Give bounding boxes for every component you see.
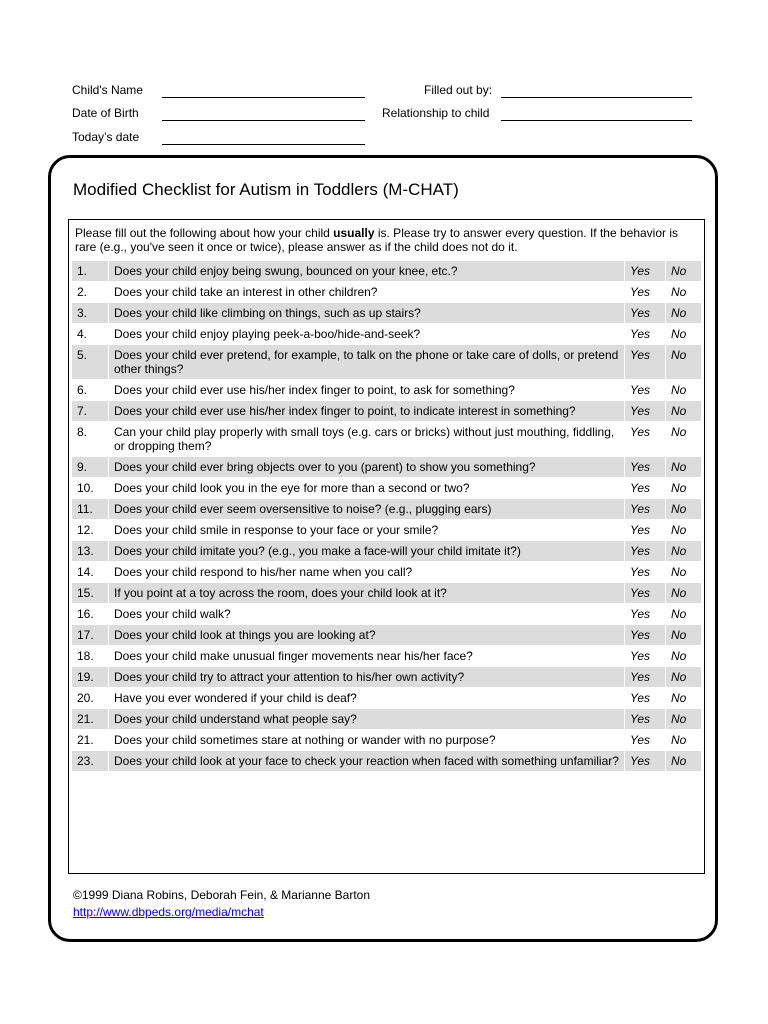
no-option[interactable]: No [671, 481, 687, 495]
question-number: 10. [77, 481, 94, 495]
question-text: Does your child look you in the eye for more than a second or two? [114, 481, 470, 495]
no-option[interactable]: No [666, 583, 701, 603]
no-option[interactable]: No [671, 649, 687, 663]
filled-out-by-label: Filled out by: [424, 83, 493, 97]
question-row [72, 751, 701, 771]
no-option[interactable]: No [671, 285, 687, 299]
yes-option[interactable]: Yes [625, 751, 665, 771]
no-option[interactable]: No [666, 457, 701, 477]
question-text: Does your child walk? [114, 607, 231, 621]
question-row [72, 520, 701, 540]
yes-option[interactable]: Yes [625, 457, 665, 477]
yes-option[interactable]: Yes [630, 425, 651, 439]
question-number: 21. [72, 709, 108, 729]
yes-option[interactable]: Yes [625, 583, 665, 603]
question-row [72, 261, 701, 281]
question-text: Does your child smile in response to your face or your smile? [114, 523, 439, 537]
yes-option[interactable]: Yes [625, 499, 665, 519]
question-number: 2. [77, 285, 88, 299]
question-row [72, 583, 701, 603]
question-number: 20. [77, 691, 94, 705]
question-number: 8. [77, 425, 88, 439]
yes-option[interactable]: Yes [630, 691, 651, 705]
no-option[interactable]: No [671, 327, 687, 341]
question-row [72, 324, 701, 344]
question-row [72, 401, 701, 421]
question-row [72, 303, 701, 323]
question-number: 1. [72, 261, 108, 281]
question-text: Does your child enjoy being swung, bounced on your knee, etc.? [109, 261, 624, 281]
question-text: Does your child understand what people say? [109, 709, 624, 729]
instructions: Please fill out the following about how your child usually is. Please try to answer every question. If the behavior is rare (e.g., you've seen it once or twice), please answer as if the child does not do it. [75, 226, 678, 254]
relationship-field[interactable] [501, 120, 692, 121]
childs-name-label: Child's Name [72, 83, 143, 97]
question-number: 18. [77, 649, 94, 663]
no-option[interactable]: No [666, 625, 701, 645]
question-text: Does your child take an interest in other children? [114, 285, 378, 299]
no-option[interactable]: No [666, 345, 701, 379]
question-text: Does your child ever use his/her index finger to point, to ask for something? [114, 383, 515, 397]
question-text: Does your child respond to his/her name when you call? [114, 565, 413, 579]
question-text: Can your child play properly with small toys (e.g. cars or bricks) without just mouthing, fiddling, or dropping them? [114, 425, 615, 453]
question-row [72, 730, 701, 750]
todays-date-field[interactable] [162, 144, 365, 145]
question-number: 17. [72, 625, 108, 645]
yes-option[interactable]: Yes [630, 481, 651, 495]
question-text: Does your child sometimes stare at nothing or wander with no purpose? [114, 733, 496, 747]
question-row [72, 709, 701, 729]
yes-option[interactable]: Yes [630, 565, 651, 579]
question-text: Does your child ever pretend, for example, to talk on the phone or take care of dolls, or pretend other things? [109, 345, 624, 379]
question-row [72, 688, 701, 708]
checklist-card [48, 155, 718, 942]
date-of-birth-label: Date of Birth [72, 106, 139, 120]
no-option[interactable]: No [666, 541, 701, 561]
yes-option[interactable]: Yes [630, 607, 651, 621]
question-row [72, 457, 701, 477]
question-number: 23. [72, 751, 108, 771]
no-option[interactable]: No [671, 565, 687, 579]
yes-option[interactable]: Yes [625, 667, 665, 687]
yes-option[interactable]: Yes [630, 733, 651, 747]
yes-option[interactable]: Yes [630, 523, 651, 537]
no-option[interactable]: No [666, 751, 701, 771]
no-option[interactable]: No [666, 709, 701, 729]
yes-option[interactable]: Yes [625, 541, 665, 561]
no-option[interactable]: No [666, 401, 701, 421]
relationship-label: Relationship to child [382, 106, 490, 120]
question-row [72, 499, 701, 519]
no-option[interactable]: No [666, 667, 701, 687]
question-text: Does your child ever bring objects over to you (parent) to show you something? [109, 457, 624, 477]
yes-option[interactable]: Yes [625, 709, 665, 729]
no-option[interactable]: No [671, 733, 687, 747]
question-number: 15. [72, 583, 108, 603]
question-row [72, 604, 701, 624]
question-text: Does your child imitate you? (e.g., you make a face-will your child imitate it?) [109, 541, 624, 561]
question-number: 13. [72, 541, 108, 561]
question-number: 6. [77, 383, 88, 397]
question-row [72, 667, 701, 687]
no-option[interactable]: No [666, 303, 701, 323]
todays-date-label: Today’s date [72, 130, 140, 144]
yes-option[interactable]: Yes [630, 285, 651, 299]
no-option[interactable]: No [671, 425, 687, 439]
no-option[interactable]: No [671, 691, 687, 705]
question-number: 14. [77, 565, 94, 579]
no-option[interactable]: No [666, 499, 701, 519]
question-text: Does your child look at things you are looking at? [109, 625, 624, 645]
question-text: Does your child enjoy playing peek-a-boo/hide-and-seek? [114, 327, 421, 341]
question-text: Does your child ever seem oversensitive to noise? (e.g., plugging ears) [109, 499, 624, 519]
question-text: Does your child try to attract your attention to his/her own activity? [109, 667, 624, 687]
copyright-text: ©1999 Diana Robins, Deborah Fein, & Marianne Barton [73, 888, 371, 902]
question-row [72, 478, 701, 498]
form-title: Modified Checklist for Autism in Toddlers (M-CHAT) [73, 180, 459, 199]
question-text: Does your child look at your face to check your reaction when faced with something unfamiliar? [109, 751, 624, 771]
question-number: 9. [72, 457, 108, 477]
childs-name-field[interactable] [162, 97, 365, 98]
no-option[interactable]: No [666, 261, 701, 281]
question-number: 12. [77, 523, 94, 537]
question-row [72, 646, 701, 666]
yes-option[interactable]: Yes [625, 261, 665, 281]
questionnaire-box [68, 219, 705, 874]
filled-out-by-field[interactable] [501, 97, 692, 98]
question-row [72, 562, 701, 582]
question-number: 11. [72, 499, 108, 519]
question-row [72, 541, 701, 561]
no-option[interactable]: No [671, 607, 687, 621]
question-row [72, 282, 701, 302]
question-number: 5. [72, 345, 108, 379]
no-option[interactable]: No [671, 383, 687, 397]
questions-table [71, 260, 702, 772]
question-number: 21. [77, 733, 94, 747]
question-number: 19. [72, 667, 108, 687]
yes-option[interactable]: Yes [630, 649, 651, 663]
question-text: If you point at a toy across the room, does your child look at it? [109, 583, 624, 603]
yes-option[interactable]: Yes [625, 625, 665, 645]
question-text: Does your child ever use his/her index finger to point, to indicate interest in something? [109, 401, 624, 421]
yes-option[interactable]: Yes [625, 345, 665, 379]
yes-option[interactable]: Yes [630, 327, 651, 341]
no-option[interactable]: No [671, 523, 687, 537]
question-number: 16. [77, 607, 94, 621]
usually-emphasis: usually [333, 226, 375, 240]
question-number: 7. [72, 401, 108, 421]
yes-option[interactable]: Yes [625, 401, 665, 421]
question-row [72, 345, 701, 379]
question-number: 3. [72, 303, 108, 323]
question-row [72, 422, 701, 456]
date-of-birth-field[interactable] [162, 120, 365, 121]
question-row [72, 380, 701, 400]
question-row [72, 625, 701, 645]
question-number: 4. [77, 327, 88, 341]
yes-option[interactable]: Yes [630, 383, 651, 397]
mchat-link[interactable]: http://www.dbpeds.org/media/mchat [73, 905, 264, 919]
question-text: Does your child like climbing on things, such as up stairs? [109, 303, 624, 323]
question-text: Does your child make unusual finger movements near his/her face? [114, 649, 473, 663]
yes-option[interactable]: Yes [625, 303, 665, 323]
question-text: Have you ever wondered if your child is deaf? [114, 691, 357, 705]
